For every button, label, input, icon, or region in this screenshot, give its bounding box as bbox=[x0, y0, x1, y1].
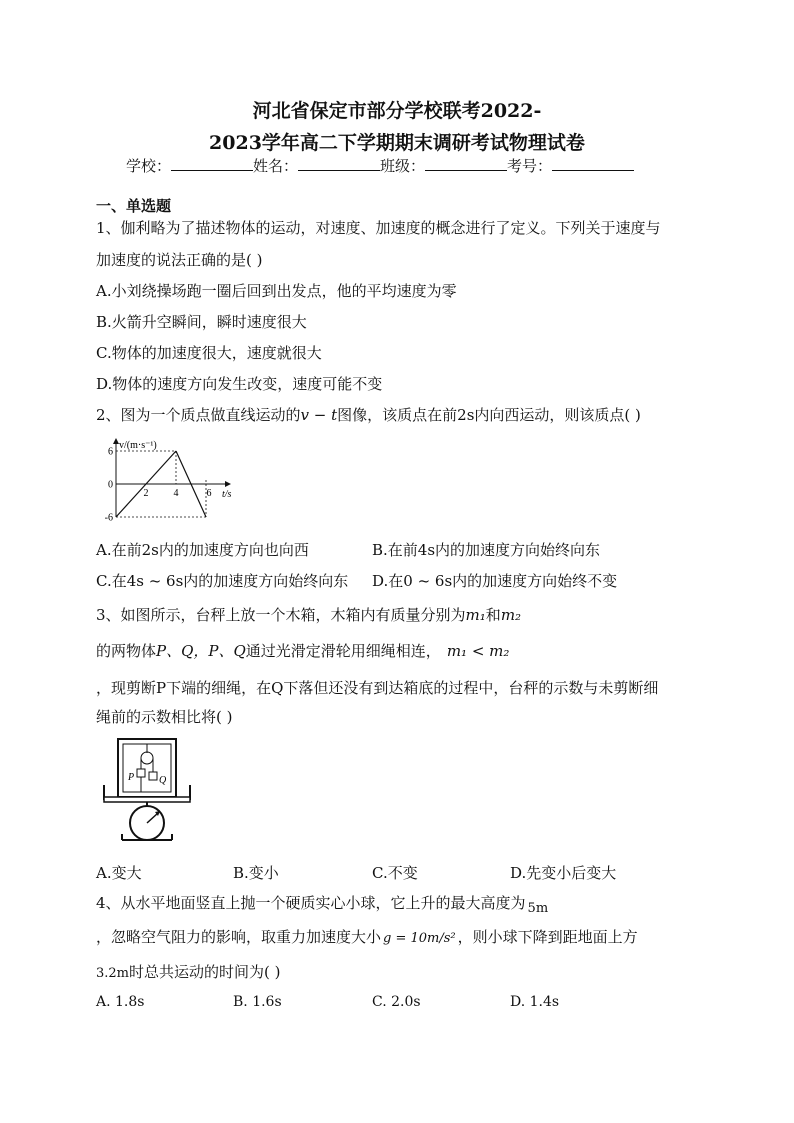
q2-stem-a: 2、图为一个质点做直线运动的 bbox=[96, 406, 301, 424]
q2-stem-b: 图像，该质点在前2s内向西运动，则该质点( ) bbox=[337, 406, 641, 424]
q4-stem3-b: 时总共运动的时间为( ) bbox=[129, 963, 281, 981]
q3-and: 和 bbox=[485, 606, 501, 624]
q4-stem-line3 bbox=[96, 961, 281, 982]
q2-option-c: C.在4s ~ 6s内的加速度方向始终向东 bbox=[96, 572, 349, 590]
vt-segment bbox=[146, 451, 176, 484]
q2-stem-math: v − t bbox=[300, 406, 338, 424]
block-q bbox=[149, 772, 157, 780]
q1-stem-line2: 加速度的说法正确的是( ) bbox=[96, 251, 263, 269]
q3-option-a: A.变大 bbox=[96, 864, 142, 882]
q4-option-c: C. 2.0s bbox=[372, 994, 421, 1010]
info-fields bbox=[126, 155, 634, 176]
q1-option-d: D.物体的速度方向发生改变，速度可能不变 bbox=[96, 375, 383, 393]
q3-option-b: B.变小 bbox=[233, 864, 279, 882]
number-blank[interactable] bbox=[552, 156, 634, 171]
q4-option-b: B. 1.6s bbox=[233, 994, 282, 1010]
q3-scale-figure bbox=[100, 736, 200, 851]
name-label: 姓名： bbox=[253, 157, 299, 175]
q3-inequality: m₁ < m₂ bbox=[446, 642, 510, 660]
q3-m2: m₂ bbox=[500, 606, 522, 624]
y-axis-label: v/(m·s⁻¹) bbox=[119, 440, 157, 451]
q3-stem-line1 bbox=[96, 604, 521, 625]
q3-option-c: C.不变 bbox=[372, 864, 418, 882]
q3-stem-line4: 绳前的示数相比将( ) bbox=[96, 708, 233, 726]
school-label: 学校： bbox=[126, 157, 172, 175]
page-title-line2: 2023学年高二下学期期末调研考试物理试卷 bbox=[209, 132, 585, 154]
q3-stem-line2 bbox=[96, 640, 509, 661]
q2-stem bbox=[96, 404, 641, 425]
q4-stem2-a: ，忽略空气阻力的影响，取重力加速度大小 bbox=[96, 928, 382, 946]
q2-vt-graph bbox=[100, 433, 250, 523]
x-axis-arrow bbox=[225, 481, 231, 487]
q4-gravity: g = 10m/s² bbox=[383, 931, 456, 946]
q3-option-d: D.先变小后变大 bbox=[510, 864, 617, 882]
x-tick-label: 6 bbox=[206, 488, 212, 499]
x-tick-label: 2 bbox=[143, 488, 149, 499]
page-title-line1: 河北省保定市部分学校联考2022- bbox=[252, 100, 542, 122]
y-tick-label: 0 bbox=[108, 479, 113, 491]
q3-stem1-a: 3、如图所示，台秤上放一个木箱，木箱内有质量分别为 bbox=[96, 606, 466, 624]
q2-option-d: D.在0 ~ 6s内的加速度方向始终不变 bbox=[372, 572, 618, 590]
y-tick-label: 6 bbox=[108, 446, 113, 458]
q3-stem2-b: P、Q，P、Q bbox=[156, 642, 246, 660]
q4-stem-line2 bbox=[96, 926, 638, 947]
q4-stem2-b: ，则小球下降到距地面上方 bbox=[457, 928, 638, 946]
q2-option-b: B.在前4s内的加速度方向始终向东 bbox=[372, 541, 601, 559]
pulley-icon bbox=[141, 752, 153, 764]
label-q: Q bbox=[159, 775, 167, 786]
q3-stem-line3: ，现剪断P下端的细绳，在Q下落但还没有到达箱底的过程中，台秤的示数与未剪断细 bbox=[96, 679, 659, 697]
q4-stem-line1 bbox=[96, 892, 549, 916]
vt-marks bbox=[105, 447, 212, 524]
x-axis-label: t/s bbox=[222, 489, 232, 500]
section-heading: 一、单选题 bbox=[96, 197, 172, 215]
q4-option-d: D. 1.4s bbox=[510, 994, 560, 1010]
q3-m1: m₁ bbox=[465, 606, 486, 624]
block-p bbox=[137, 769, 145, 777]
q3-stem2-a: 的两物体 bbox=[96, 642, 157, 660]
q1-option-b: B.火箭升空瞬间，瞬时速度很大 bbox=[96, 313, 307, 331]
scale-platform bbox=[104, 797, 190, 802]
q1-option-c: C.物体的加速度很大，速度就很大 bbox=[96, 344, 322, 362]
name-blank[interactable] bbox=[298, 156, 380, 171]
q4-max-height: 5m bbox=[527, 901, 549, 916]
q4-option-a: A. 1.8s bbox=[96, 994, 145, 1010]
number-label: 考号： bbox=[507, 157, 553, 175]
label-p: P bbox=[128, 772, 135, 783]
q4-stem1-a: 4、从水平地面竖直上抛一个硬质实心小球，它上升的最大高度为 bbox=[96, 894, 526, 912]
q1-option-a: A.小刘绕操场跑一圈后回到出发点，他的平均速度为零 bbox=[96, 282, 457, 300]
class-label: 班级： bbox=[380, 157, 426, 175]
q2-option-a: A.在前2s内的加速度方向也向西 bbox=[96, 541, 309, 559]
q4-height: 3.2m bbox=[96, 966, 130, 981]
x-tick-label: 4 bbox=[173, 488, 179, 499]
y-tick-label: -6 bbox=[104, 512, 113, 523]
q3-stem2-c: 通过光滑定滑轮用细绳相连， bbox=[245, 642, 441, 660]
school-blank[interactable] bbox=[171, 156, 253, 171]
q1-stem-line1: 1、伽利略为了描述物体的运动，对速度、加速度的概念进行了定义。下列关于速度与 bbox=[96, 219, 661, 237]
class-blank[interactable] bbox=[425, 156, 507, 171]
vt-segment bbox=[116, 484, 146, 517]
